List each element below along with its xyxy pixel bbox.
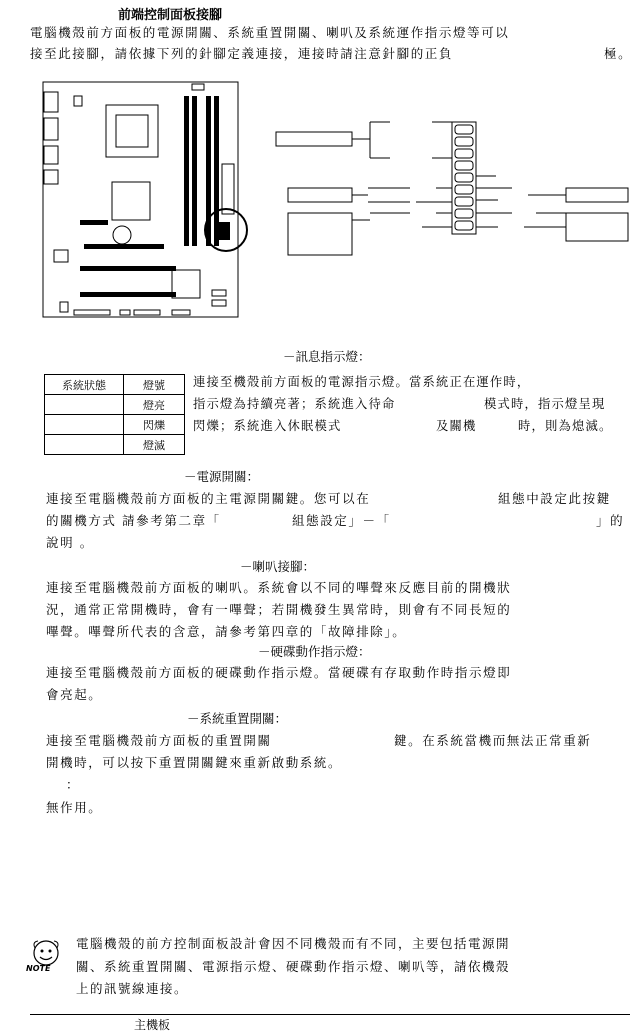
- note-label: NOTE: [26, 964, 51, 973]
- nc-description: 無作用。: [46, 800, 103, 815]
- note-line-3: 上的訊號線連接。: [76, 981, 189, 996]
- reset-switch-label-box: [566, 213, 628, 241]
- reset-switch-line-2: 開機時，可以按下重置開關鍵來重新啟動系統。: [46, 755, 343, 770]
- msg-led-heading: －訊息指示燈：: [283, 349, 371, 364]
- footer-text: 主機板: [134, 1018, 171, 1032]
- power-switch-line-2c: 」的: [596, 513, 625, 528]
- msg-led-line-2b: 模式時，指示燈呈現: [484, 397, 606, 411]
- hdd-led-line-2: 會亮起。: [46, 687, 103, 702]
- msg-led-line-1: 連接至機殼前方面板的電源指示燈。當系統正在運作時，: [193, 375, 531, 389]
- msg-led-label-box: [288, 188, 352, 202]
- msg-led-line-2a: 指示燈為持續亮著；系統進入待命: [193, 397, 396, 411]
- table-cell: 閃爍: [124, 415, 185, 435]
- table-row: [45, 415, 185, 435]
- hdd-led-label-box: [566, 188, 628, 202]
- note-line-1: 電腦機殼的前方控制面板設計會因不同機殼而有不同，主要包括電源開: [76, 936, 511, 951]
- intro-line-2-end: 極。: [604, 46, 633, 61]
- footer-rule: [30, 1014, 630, 1015]
- table-row: [45, 395, 185, 415]
- dimm-slot: [184, 96, 189, 246]
- note-line-2: 關、系統重置開關、電源指示燈、硬碟動作指示燈、喇叭等，請依機殼: [76, 959, 511, 974]
- speaker-line-3: 嗶聲。嗶聲所代表的含意，請參考第四章的「故障排除」。: [46, 624, 407, 639]
- power-switch-line-3: 說明 。: [46, 535, 94, 550]
- speaker-label-box: [276, 132, 352, 146]
- reset-switch-heading: －系統重置開關：: [187, 711, 288, 726]
- table-cell: [45, 435, 124, 455]
- hdd-led-line-1: 連接至電腦機殼前方面板的硬碟動作指示燈。當硬碟有存取動作時指示燈即: [46, 665, 512, 680]
- table-cell: 燈亮: [124, 395, 185, 415]
- power-switch-line-1a: 連接至電腦機殼前方面板的主電源開關鍵。您可以在: [46, 491, 371, 506]
- table-header-cell: 系統狀態: [45, 375, 124, 395]
- power-switch-line-2b: 組態設定」－「: [292, 513, 391, 528]
- dimm-slot: [192, 96, 197, 246]
- intro-line-1: 電腦機殼前方面板的電源開關、系統重置開關、喇叭及系統運作指示燈等可以: [30, 25, 510, 40]
- table-cell: [45, 395, 124, 415]
- reset-switch-line-1a: 連接至電腦機殼前方面板的重置開關: [46, 733, 272, 748]
- hdd-led-heading: －硬碟動作指示燈：: [258, 644, 371, 659]
- table-cell: 燈滅: [124, 435, 185, 455]
- reset-switch-line-1b: 鍵。在系統當機而無法正常重新: [394, 733, 592, 748]
- speaker-heading: －喇叭接腳：: [240, 559, 316, 574]
- table-header-row: [45, 375, 185, 395]
- speaker-line-2: 況，通常正常開機時，會有一嗶聲；若開機發生異常時，則會有不同長短的: [46, 602, 512, 617]
- led-status-table: [44, 374, 185, 455]
- msg-led-line-3b: 及關機: [436, 419, 477, 433]
- intro-line-2: 接至此接腳，請依據下列的針腳定義連接，連接時請注意針腳的正負: [30, 46, 454, 61]
- table-header-cell: 燈號: [124, 375, 185, 395]
- nc-colon: ：: [66, 777, 81, 792]
- msg-led-line-3c: 時，則為熄滅。: [518, 419, 613, 433]
- speaker-line-1: 連接至電腦機殼前方面板的喇叭。系統會以不同的嗶聲來反應目前的開機狀: [46, 580, 512, 595]
- power-switch-line-2a: 的關機方式 請參考第二章「: [46, 513, 221, 528]
- table-row: [45, 435, 185, 455]
- page-title: 前端控制面板接腳: [118, 8, 223, 23]
- power-switch-label-box: [288, 213, 352, 255]
- power-switch-line-1b: 組態中設定此按鍵: [498, 491, 611, 506]
- front-panel-diagram: [0, 70, 636, 330]
- msg-led-line-3a: 閃爍；系統進入休眠模式: [193, 419, 342, 433]
- power-switch-heading: －電源開關：: [184, 469, 260, 484]
- table-cell: [45, 415, 124, 435]
